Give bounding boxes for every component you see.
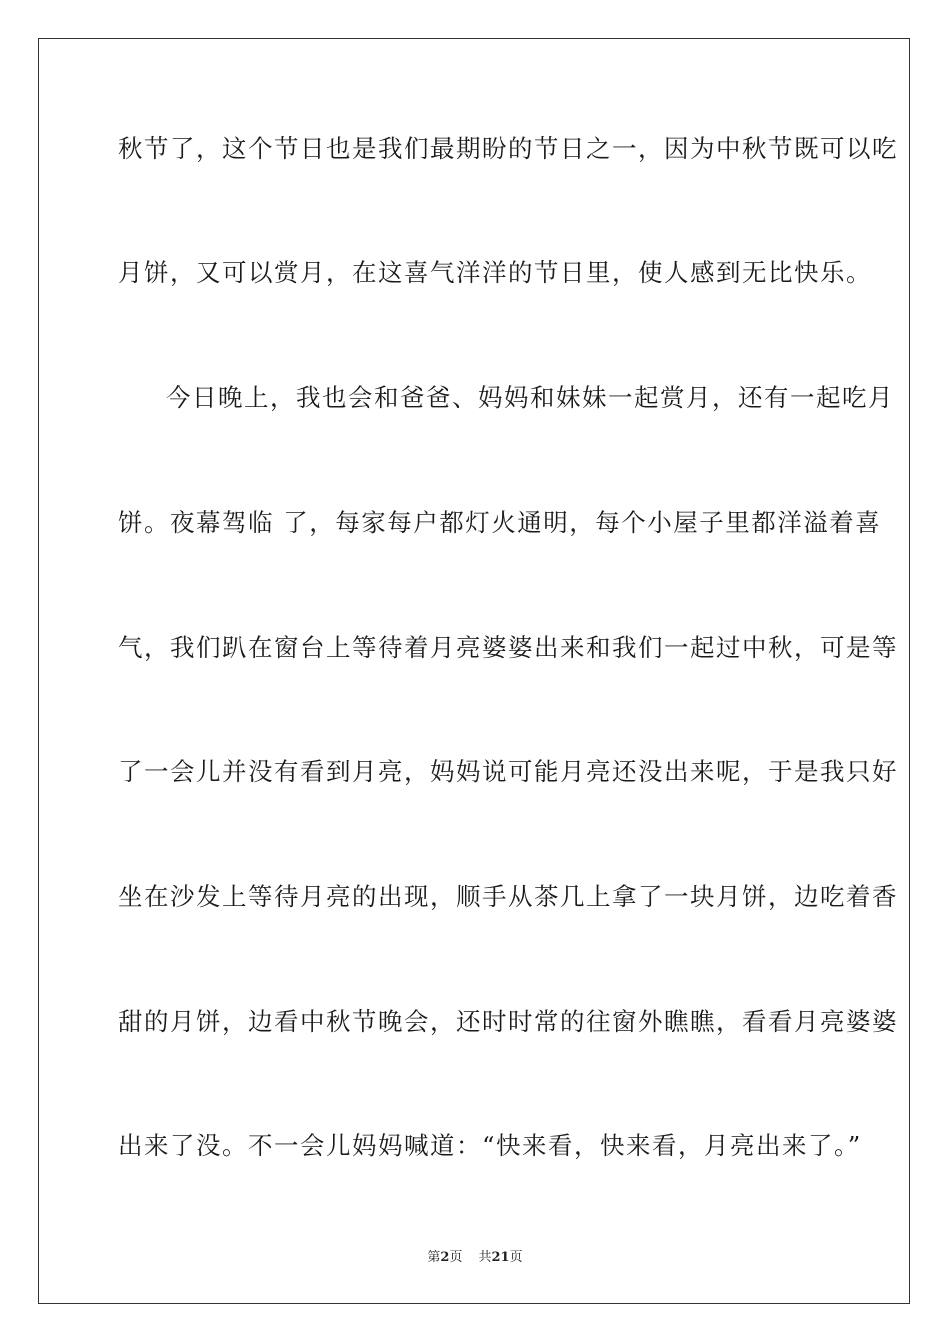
paragraph-line-2: 月饼，又可以赏月，在这喜气洋洋的节日里，使人感到无比快乐。 (118, 258, 872, 287)
page-prefix: 第 (427, 1250, 441, 1265)
page-number: 2 (440, 1250, 450, 1265)
page-footer (0, 1246, 950, 1265)
paragraph-line-9: 出来了没。不一会儿妈妈喊道：“快来看，快来看，月亮出来了。” (118, 1131, 862, 1160)
paragraph-line-8: 甜的月饼，边看中秋节晚会，还时时常的往窗外瞧瞧，看看月亮婆婆 (118, 1007, 898, 1036)
paragraph-line-6: 了一会儿并没有看到月亮，妈妈说可能月亮还没出来呢，于是我只好 (118, 757, 898, 786)
total-prefix: 共 (478, 1250, 492, 1265)
paragraph-line-4: 饼。夜幕驾临 了，每家每户都灯火通明，每个小屋子里都洋溢着喜 (118, 508, 882, 537)
total-pages: 21 (491, 1250, 510, 1265)
paragraph-line-5: 气，我们趴在窗台上等待着月亮婆婆出来和我们一起过中秋，可是等 (118, 633, 898, 662)
page-suffix: 页 (449, 1250, 463, 1265)
total-suffix: 页 (509, 1250, 523, 1265)
page-border (38, 38, 910, 1304)
paragraph-line-7: 坐在沙发上等待月亮的出现，顺手从茶几上拿了一块月饼，边吃着香 (118, 882, 898, 911)
paragraph-line-3: 今日晚上，我也会和爸爸、妈妈和妹妹一起赏月，还有一起吃月 (166, 383, 894, 412)
paragraph-line-1: 秋节了，这个节日也是我们最期盼的节日之一，因为中秋节既可以吃 (118, 134, 898, 163)
